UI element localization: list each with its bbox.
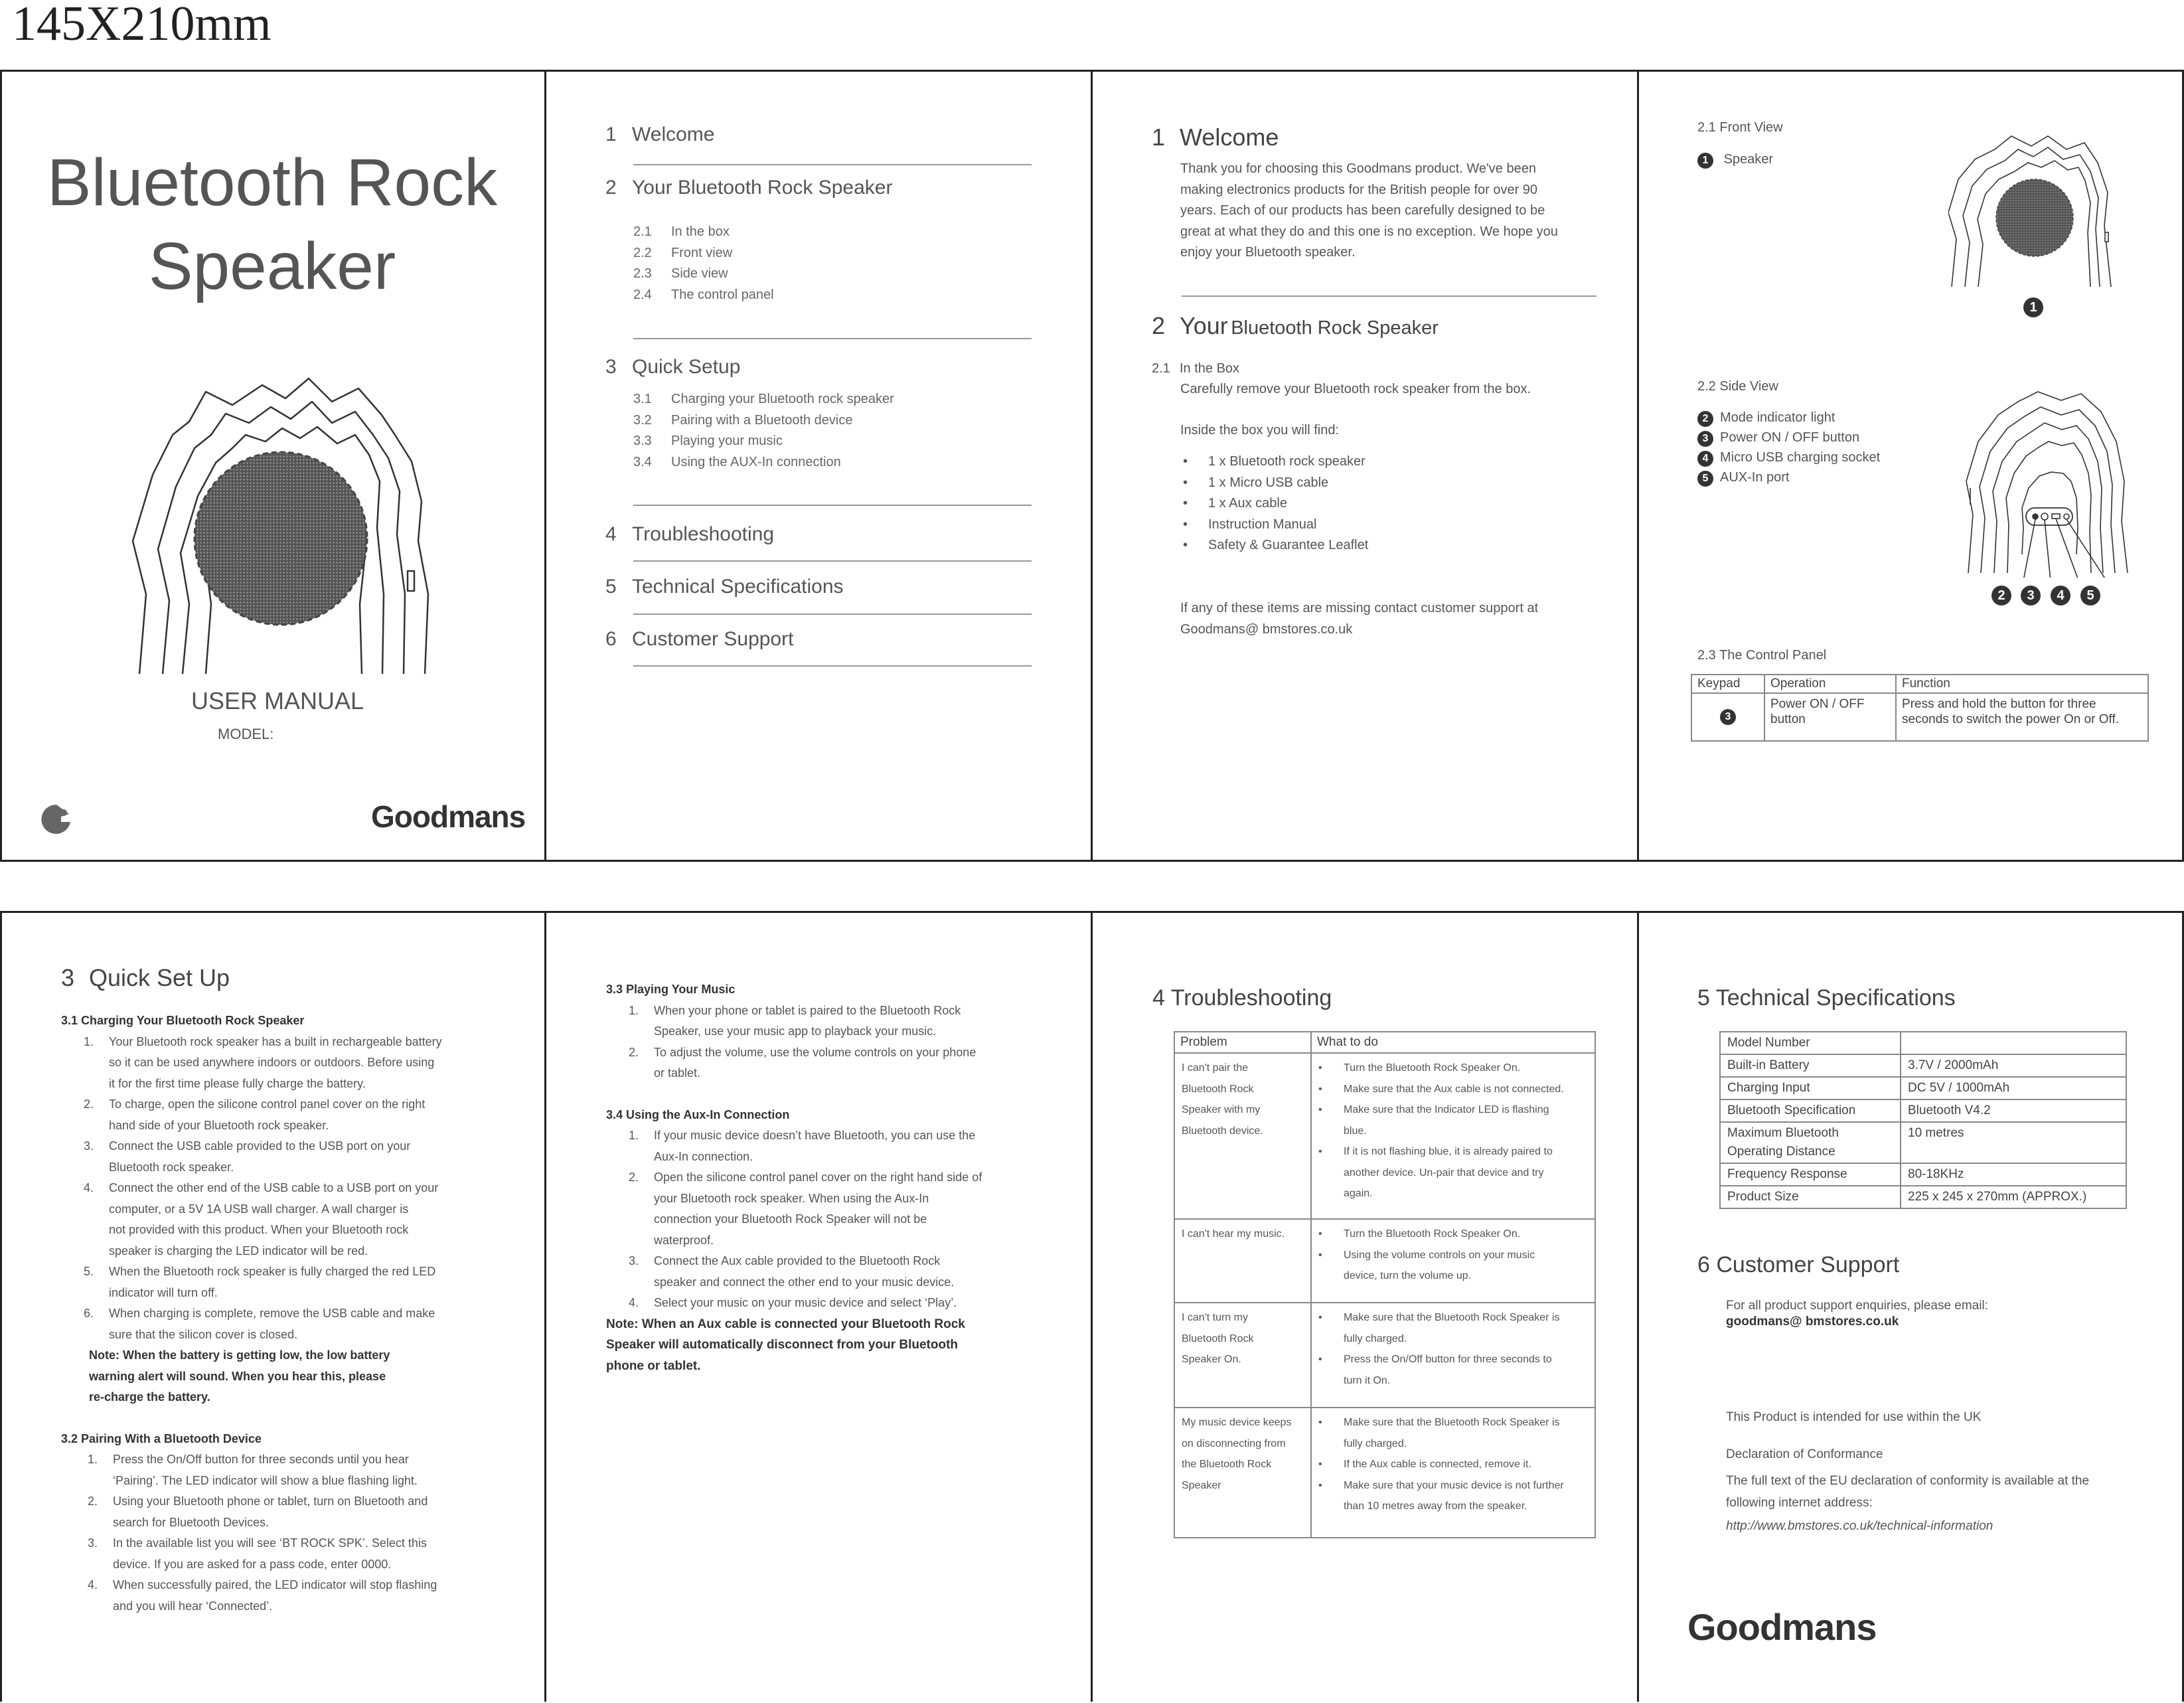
list-item: 3. Connect the USB cable provided to the USB port on your Bluetooth rock speaker. bbox=[84, 1139, 411, 1174]
list-item: • Make sure that your music device is not further than 10 metres away from the speaker. bbox=[1318, 1475, 1588, 1517]
size-label: 145X210mm bbox=[12, 0, 272, 51]
table-header: Problem bbox=[1174, 1032, 1311, 1053]
side-view-illustration bbox=[1965, 388, 2131, 578]
quick-setup-body bbox=[61, 1011, 494, 1617]
list-item: • 1 x Bluetooth rock speaker bbox=[1183, 451, 1368, 473]
callout-4-icon: 4 bbox=[2051, 586, 2070, 606]
list-item: • Safety & Guarantee Leaflet bbox=[1183, 535, 1368, 556]
table-cell: DC 5V / 1000mAh bbox=[1901, 1077, 2126, 1099]
table-cell: Frequency Response bbox=[1720, 1163, 1901, 1186]
control-panel-heading: 2.3 The Control Panel bbox=[1697, 648, 1827, 663]
front-view-item: 1 Speaker bbox=[1697, 149, 1773, 171]
divider bbox=[1091, 70, 1093, 862]
list-item: • Make sure that the Indicator LED is flashing blue. bbox=[1318, 1099, 1588, 1141]
table-row bbox=[1720, 1163, 2126, 1186]
troubleshooting-table bbox=[1174, 1031, 1596, 1538]
table-cell: 80-18KHz bbox=[1901, 1163, 2126, 1186]
list-item: • 1 x Aux cable bbox=[1183, 493, 1368, 515]
list-item: 4. Connect the other end of the USB cable to a USB port on your computer, or a 5V 1A USB wall charger. A wall charger is not provided with this product. When your Bluetooth rock speaker is charging the LED indicator will be red. bbox=[84, 1181, 439, 1257]
section2-heading: 2 Your Bluetooth Rock Speaker bbox=[1152, 312, 1439, 339]
list-item: 3. In the available list you will see ‘BT ROCK SPK’. Select this device. If you are asked for a pass code, enter 0000. bbox=[88, 1536, 427, 1571]
table-cell: Model Number bbox=[1720, 1032, 1901, 1054]
list-item: • Using the volume controls on your music device, turn the volume up. bbox=[1318, 1245, 1588, 1287]
table-cell bbox=[1311, 1053, 1595, 1219]
list-item: 1. Your Bluetooth rock speaker has a built in rechargeable battery so it can be used anywhere indoors or outdoors. Before using it for the first time please fully charge the battery. bbox=[84, 1034, 442, 1090]
toc-item[interactable]: 4 Troubleshooting bbox=[605, 523, 775, 545]
number-badge-icon: 4 bbox=[1697, 451, 1713, 467]
pairing-steps bbox=[61, 1449, 494, 1617]
side-view-heading: 2.2 Side View bbox=[1697, 379, 1778, 394]
troubleshooting-heading: 4 Troubleshooting bbox=[1152, 985, 1332, 1011]
divider bbox=[1637, 911, 1639, 1702]
control-panel-table bbox=[1691, 674, 2149, 742]
toc-item[interactable]: 5 Technical Specifications bbox=[605, 576, 844, 598]
aux-note: Note: When an Aux cable is connected your Bluetooth Rock Speaker will automatically disconnect from your Bluetooth phone or tablet. bbox=[606, 1317, 965, 1373]
list-item: 1. Press the On/Off button for three seconds until you hear ‘Pairing’. The LED indicator will show a blue flashing light. bbox=[88, 1453, 418, 1487]
table-cell bbox=[1901, 1032, 2126, 1054]
support-heading: 6 Customer Support bbox=[1697, 1252, 1900, 1277]
support-line: For all product support enquiries, please email: bbox=[1726, 1299, 1988, 1313]
table-cell: 225 x 245 x 270mm (APPROX.) bbox=[1901, 1186, 2126, 1208]
in-the-box-find: Inside the box you will find: bbox=[1180, 423, 1340, 438]
table-row bbox=[1174, 1303, 1595, 1408]
table-cell: I can't pair the Bluetooth Rock Speaker with my Bluetooth device. bbox=[1174, 1053, 1311, 1219]
table-row bbox=[1720, 1099, 2126, 1122]
table-header: What to do bbox=[1311, 1032, 1595, 1053]
toc-item[interactable]: 6 Customer Support bbox=[605, 628, 794, 650]
table-cell: Bluetooth V4.2 bbox=[1901, 1099, 2126, 1122]
toc-rule bbox=[633, 164, 1032, 165]
table-cell: I can't hear my music. bbox=[1174, 1219, 1311, 1303]
toc-subitem[interactable]: 3.3 Playing your music bbox=[633, 434, 783, 448]
table-row bbox=[1720, 1077, 2126, 1099]
toc-subitem[interactable]: 3.4 Using the AUX-In connection bbox=[633, 454, 841, 469]
goodmans-emblem-icon bbox=[39, 802, 74, 835]
table-cell: 3.7V / 2000mAh bbox=[1901, 1054, 2126, 1077]
number-badge-icon: 5 bbox=[1697, 471, 1713, 487]
toc-item[interactable]: 2 Your Bluetooth Rock Speaker bbox=[605, 177, 893, 199]
table-header: Keypad bbox=[1691, 675, 1764, 693]
list-item: 3. Connect the Aux cable provided to the Bluetooth Rock speaker and connect the other end to your music device. bbox=[629, 1254, 955, 1289]
table-cell bbox=[1691, 693, 1764, 741]
list-item: 2. Open the silicone control panel cover on the right hand side of your Bluetooth rock speaker. When using the Aux-In connection your Bluetooth Rock Speaker will not be waterproof. bbox=[629, 1171, 982, 1247]
table-header: Function bbox=[1896, 675, 2148, 693]
back-brand-logo: Goodmans bbox=[1687, 1606, 1877, 1648]
table-row bbox=[1174, 1408, 1595, 1538]
toc-subitem[interactable]: 3.2 Pairing with a Bluetooth device bbox=[633, 412, 853, 428]
number-badge-icon: 1 bbox=[1697, 153, 1713, 169]
front-view-illustration bbox=[1948, 133, 2114, 292]
list-item: • If it is not flashing blue, it is already paired to another device. Un-pair that device and try again. bbox=[1318, 1141, 1588, 1204]
table-cell bbox=[1311, 1219, 1595, 1303]
battery-note: Note: When the battery is getting low, the low battery warning alert will sound. When you hear this, please re-charge the battery. bbox=[89, 1348, 390, 1404]
in-the-box-intro: Carefully remove your Bluetooth rock speaker from the box. bbox=[1180, 382, 1531, 396]
quick-setup-heading: 3 Quick Set Up bbox=[61, 964, 230, 991]
list-item: • Turn the Bluetooth Rock Speaker On. bbox=[1318, 1058, 1588, 1079]
table-cell: 10 metres bbox=[1901, 1122, 2126, 1163]
table-row bbox=[1720, 1054, 2126, 1077]
divider bbox=[544, 70, 546, 862]
list-item: • 1 x Micro USB cable bbox=[1183, 473, 1368, 494]
number-badge-icon: 2 bbox=[1697, 411, 1713, 427]
toc-subitem[interactable]: 2.2 Front view bbox=[633, 245, 733, 260]
support-email-link[interactable]: goodmans@ bmstores.co.uk bbox=[1726, 1315, 1899, 1329]
callout-1-icon: 1 bbox=[2023, 297, 2043, 317]
table-row bbox=[1720, 1186, 2126, 1208]
cover-title-line2: Speaker bbox=[148, 229, 396, 303]
table-cell: Product Size bbox=[1720, 1186, 1901, 1208]
table-cell bbox=[1311, 1303, 1595, 1408]
toc-rule bbox=[633, 613, 1032, 615]
toc-item[interactable]: 3 Quick Setup bbox=[605, 356, 741, 378]
side-view-items bbox=[1697, 408, 1880, 487]
specs-heading: 5 Technical Specifications bbox=[1697, 985, 1956, 1011]
list-item: • Turn the Bluetooth Rock Speaker On. bbox=[1318, 1224, 1588, 1245]
number-badge-icon: 3 bbox=[1720, 709, 1736, 725]
toc-subitem[interactable]: 2.3 Side view bbox=[633, 266, 728, 281]
charging-steps bbox=[61, 1032, 494, 1346]
table-cell: Bluetooth Specification bbox=[1720, 1099, 1901, 1122]
callout-2-icon: 2 bbox=[1991, 586, 2011, 606]
declaration-title: Declaration of Conformance bbox=[1726, 1447, 1883, 1461]
declaration-url-link[interactable]: http://www.bmstores.co.uk/technical-information bbox=[1726, 1519, 1993, 1533]
list-item: • Press the On/Off button for three seconds to turn it On. bbox=[1318, 1349, 1588, 1391]
list-item: 4. When successfully paired, the LED indicator will stop flashing and you will hear ‘Connected’. bbox=[88, 1578, 437, 1613]
toc-subitems bbox=[633, 222, 774, 305]
welcome-paragraph: Thank you for choosing this Goodmans product. We've been making electronics products for the British people for over 90 years. Each of our products has been carefully designed to be great at what they do and this one is no exception. We hope you enjoy your Bluetooth speaker. bbox=[1180, 161, 1558, 260]
table-header: Operation bbox=[1764, 675, 1896, 693]
divider bbox=[1091, 911, 1093, 1702]
list-item: • Instruction Manual bbox=[1183, 515, 1368, 536]
table-row bbox=[1174, 1053, 1595, 1219]
list-item: 1. If your music device doesn’t have Bluetooth, you can use the Aux-In connection. bbox=[629, 1129, 976, 1163]
list-item: 4 Micro USB charging socket bbox=[1697, 447, 1880, 467]
cover-brand-logo: Goodmans bbox=[371, 799, 526, 834]
divider bbox=[0, 911, 2, 1702]
list-item: 2. To charge, open the silicone control panel cover on the right hand side of your Bluetooth rock speaker. bbox=[84, 1097, 426, 1132]
pairing-heading: 3.2 Pairing With a Bluetooth Device bbox=[61, 1431, 262, 1445]
list-item: 4. Select your music on your music device and select ‘Play’. bbox=[629, 1296, 957, 1309]
table-cell: My music device keeps on disconnecting from the Bluetooth Rock Speaker bbox=[1174, 1408, 1311, 1538]
toc-subitem[interactable]: 2.4 The control panel bbox=[633, 287, 774, 302]
list-item: • Make sure that the Bluetooth Rock Speaker is fully charged. bbox=[1318, 1412, 1588, 1454]
list-item: 5. When the Bluetooth rock speaker is fully charged the red LED indicator will turn off. bbox=[84, 1265, 436, 1299]
list-item: 6. When charging is complete, remove the USB cable and make sure that the silicon cover is closed. bbox=[84, 1307, 435, 1341]
playing-steps bbox=[606, 1001, 1041, 1084]
list-item: 5 AUX-In port bbox=[1697, 467, 1880, 487]
table-cell bbox=[1311, 1408, 1595, 1538]
front-view-heading: 2.1 Front View bbox=[1697, 120, 1783, 135]
list-item: 1. When your phone or tablet is paired to the Bluetooth Rock Speaker, use your music app to playback your music. bbox=[629, 1003, 961, 1038]
model-label: MODEL: bbox=[218, 726, 274, 742]
uk-note: This Product is intended for use within the UK bbox=[1726, 1410, 1982, 1424]
toc-subitems bbox=[633, 389, 894, 473]
list-item: • If the Aux cable is connected, remove it. bbox=[1318, 1454, 1588, 1475]
cover-title-line1: Bluetooth Rock bbox=[46, 145, 498, 220]
list-item: 2 Mode indicator light bbox=[1697, 408, 1880, 428]
table-cell: Maximum Bluetooth Operating Distance bbox=[1720, 1122, 1901, 1163]
table-cell: Power ON / OFF button bbox=[1764, 693, 1896, 741]
playing-aux-body bbox=[606, 979, 1041, 1376]
aux-heading: 3.4 Using the Aux-In Connection bbox=[606, 1107, 790, 1121]
table-cell: I can't turn my Bluetooth Rock Speaker On. bbox=[1174, 1303, 1311, 1408]
declaration-text: The full text of the EU declaration of conformity is available at the following internet address: bbox=[1726, 1474, 2090, 1510]
callout-5-icon: 5 bbox=[2080, 586, 2100, 606]
playing-heading: 3.3 Playing Your Music bbox=[606, 983, 736, 996]
in-the-box-heading: 2.1 In the Box bbox=[1152, 361, 1240, 376]
list-item: • Make sure that the Bluetooth Rock Speaker is fully charged. bbox=[1318, 1307, 1588, 1349]
table-row bbox=[1174, 1219, 1595, 1303]
list-item: 3 Power ON / OFF button bbox=[1697, 428, 1880, 447]
table-row bbox=[1720, 1032, 2126, 1054]
cover-title bbox=[0, 141, 544, 308]
toc-rule bbox=[633, 665, 1032, 667]
table-cell: Press and hold the button for three seconds to switch the power On or Off. bbox=[1896, 693, 2148, 741]
table-row bbox=[1720, 1122, 2126, 1163]
in-the-box-list bbox=[1183, 451, 1368, 556]
toc-subitem[interactable]: 2.1 In the box bbox=[633, 224, 730, 239]
list-item: 2. Using your Bluetooth phone or tablet, turn on Bluetooth and search for Bluetooth Devices. bbox=[88, 1495, 428, 1529]
number-badge-icon: 3 bbox=[1697, 431, 1713, 447]
welcome-heading: 1 Welcome bbox=[1152, 123, 1279, 151]
toc-rule bbox=[633, 505, 1032, 506]
divider bbox=[544, 911, 546, 1702]
section-rule bbox=[1182, 295, 1597, 297]
list-item: 2. To adjust the volume, use the volume controls on your phone or tablet. bbox=[629, 1045, 976, 1080]
rock-speaker-illustration bbox=[126, 375, 438, 677]
table-cell: Built-in Battery bbox=[1720, 1054, 1901, 1077]
specs-table bbox=[1719, 1031, 2127, 1209]
aux-steps bbox=[606, 1125, 1041, 1314]
list-item: • Make sure that the Aux cable is not connected. bbox=[1318, 1079, 1588, 1100]
toc-subitem[interactable]: 3.1 Charging your Bluetooth rock speaker bbox=[633, 392, 894, 406]
divider bbox=[1637, 70, 1639, 862]
toc-rule bbox=[633, 560, 1032, 562]
missing-items-note: If any of these items are missing contact customer support at Goodmans@ bmstores.co.uk bbox=[1180, 601, 1539, 637]
table-cell: Charging Input bbox=[1720, 1077, 1901, 1099]
toc-item[interactable]: 1 Welcome bbox=[605, 123, 715, 145]
callout-3-icon: 3 bbox=[2021, 586, 2041, 606]
toc-rule bbox=[633, 338, 1032, 339]
charging-heading: 3.1 Charging Your Bluetooth Rock Speaker bbox=[61, 1014, 305, 1027]
user-manual-label: USER MANUAL bbox=[191, 687, 364, 714]
